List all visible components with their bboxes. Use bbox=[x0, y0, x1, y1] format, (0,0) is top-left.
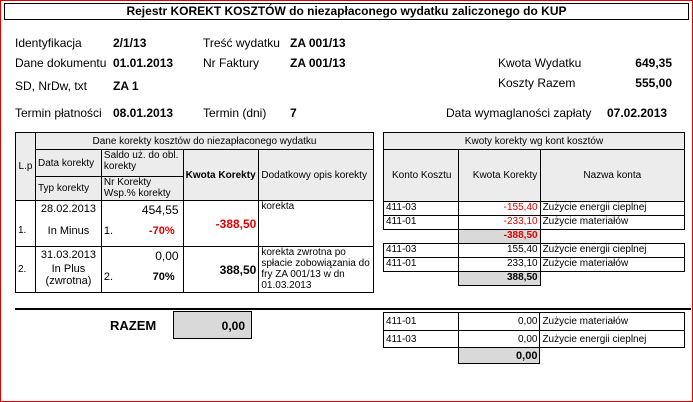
tresc-value: ZA 001/13 bbox=[290, 36, 346, 50]
row-lp: 2. bbox=[16, 247, 36, 293]
left-section-header: Dane korekty kosztów do niezapłaconego wydatku bbox=[35, 133, 373, 150]
koszty-razem-value: 555,00 bbox=[635, 76, 672, 90]
nazwa-cell: Zużycie materiałów bbox=[540, 313, 685, 331]
typ-korekty-header: Typ korekty bbox=[35, 177, 101, 201]
table-row bbox=[384, 202, 685, 216]
nr-faktury-label: Nr Faktury bbox=[203, 56, 260, 70]
row-saldo: 0,00 bbox=[155, 249, 179, 263]
kwota-cell: 0,00 bbox=[458, 313, 540, 331]
row-lp: 1. bbox=[16, 201, 36, 247]
konto-kosztu-header: Konto Kosztu bbox=[384, 150, 459, 202]
konto-cell: 411-03 bbox=[384, 244, 459, 258]
table-row bbox=[384, 244, 685, 258]
konto-cell: 411-03 bbox=[384, 202, 459, 216]
dane-dokumentu-label: Dane dokumentu bbox=[15, 56, 107, 70]
data-wymagalnosci-label: Data wymaglaności zapłaty bbox=[446, 106, 592, 120]
table-row bbox=[16, 201, 374, 247]
kwota-cell: 0,00 bbox=[458, 331, 540, 348]
termin-dni-label: Termin (dni) bbox=[203, 106, 267, 120]
data-korekty-header: Data korekty bbox=[35, 150, 101, 177]
kwota-cell: -233,10 bbox=[458, 216, 540, 230]
row-typ: In Minus bbox=[47, 225, 90, 237]
row-nr: 2. bbox=[103, 271, 114, 283]
nazwa-konta-header: Nazwa konta bbox=[540, 150, 684, 202]
identyfikacja-value: 2/1/13 bbox=[113, 36, 147, 50]
termin-platnosci-value: 08.01.2013 bbox=[113, 106, 174, 120]
table-row bbox=[384, 331, 685, 348]
subtotal-cell: 388,50 bbox=[458, 272, 540, 286]
konta-table bbox=[383, 132, 685, 286]
row-date: 31.03.2013 bbox=[40, 249, 96, 261]
kwota-cell: 233,10 bbox=[458, 258, 540, 272]
row-opis: korekta bbox=[259, 201, 374, 247]
row-typ: In Plus (zwrotna) bbox=[45, 263, 92, 287]
konto-cell: 411-01 bbox=[384, 216, 459, 230]
subtotal-cell: -388,50 bbox=[458, 230, 540, 244]
sd-value: ZA 1 bbox=[113, 79, 139, 93]
identyfikacja-label: Identyfikacja bbox=[15, 36, 82, 50]
report-title: Rejestr KOREKT KOSZTÓW do niezapłaconego wydatku zaliczonego do KUP bbox=[4, 3, 689, 20]
sd-label: SD, NrDw, txt bbox=[15, 79, 88, 93]
summary-table bbox=[383, 312, 685, 364]
right-section-header: Kwoty korekty wg kont kosztów bbox=[384, 133, 685, 150]
razem-box bbox=[173, 311, 252, 339]
lp-header: L.p bbox=[16, 133, 36, 201]
row-kwota: 388,50 bbox=[183, 247, 259, 293]
nr-korekty-header: Nr Korekty Wsp.% korekty bbox=[101, 177, 183, 201]
section-separator bbox=[15, 308, 691, 310]
row-opis: korekta zwrotna po spłacie zobowiązania do fry ZA 001/13 w dn 01.03.2013 bbox=[261, 247, 370, 291]
kwota-wydatku-value: 649,35 bbox=[635, 56, 672, 70]
konto-cell: 411-01 bbox=[384, 258, 459, 272]
termin-dni-value: 7 bbox=[290, 106, 297, 120]
kwota-korekty-header: Kwota Korekty bbox=[183, 150, 259, 201]
termin-platnosci-label: Termin płatności bbox=[15, 106, 102, 120]
saldo-header: Saldo uż. do obl. korekty bbox=[101, 150, 183, 177]
kwota-cell: -155,40 bbox=[458, 202, 540, 216]
tresc-label: Treść wydatku bbox=[203, 36, 280, 50]
korekty-table bbox=[15, 132, 374, 293]
table-row bbox=[16, 247, 374, 293]
row-nr: 1. bbox=[103, 225, 114, 237]
table-row bbox=[384, 313, 685, 331]
kwota-wydatku-label: Kwota Wydatku bbox=[498, 56, 582, 70]
razem-label: RAZEM bbox=[110, 318, 157, 333]
nr-faktury-value: ZA 001/13 bbox=[290, 56, 346, 70]
opis-korekty-header: Dodatkowy opis korekty bbox=[259, 150, 374, 201]
table-row bbox=[384, 258, 685, 272]
summary-total: 0,00 bbox=[458, 348, 540, 364]
nazwa-cell: Zużycie energii cieplnej bbox=[540, 331, 685, 348]
row-kwota: -388,50 bbox=[183, 201, 259, 247]
kwota-korekty-header: Kwota Korekty bbox=[458, 150, 540, 202]
koszty-razem-label: Koszty Razem bbox=[498, 76, 576, 90]
konto-cell: 411-01 bbox=[384, 313, 459, 331]
razem-value: 0,00 bbox=[221, 319, 245, 333]
row-pct: 70% bbox=[152, 271, 175, 283]
data-wymagalnosci-value: 07.02.2013 bbox=[607, 106, 668, 120]
row-date: 28.02.2013 bbox=[40, 203, 96, 215]
row-saldo: 454,55 bbox=[141, 203, 179, 217]
dane-dokumentu-value: 01.01.2013 bbox=[113, 56, 174, 70]
row-pct: -70% bbox=[148, 225, 175, 237]
konto-cell: 411-03 bbox=[384, 331, 459, 348]
nazwa-cell: Zużycie materiałów bbox=[540, 258, 684, 272]
nazwa-cell: Zużycie energii cieplnej bbox=[540, 202, 684, 216]
table-row bbox=[384, 216, 685, 230]
kwota-cell: 155,40 bbox=[458, 244, 540, 258]
nazwa-cell: Zużycie materiałów bbox=[540, 216, 684, 230]
nazwa-cell: Zużycie energii cieplnej bbox=[540, 244, 684, 258]
